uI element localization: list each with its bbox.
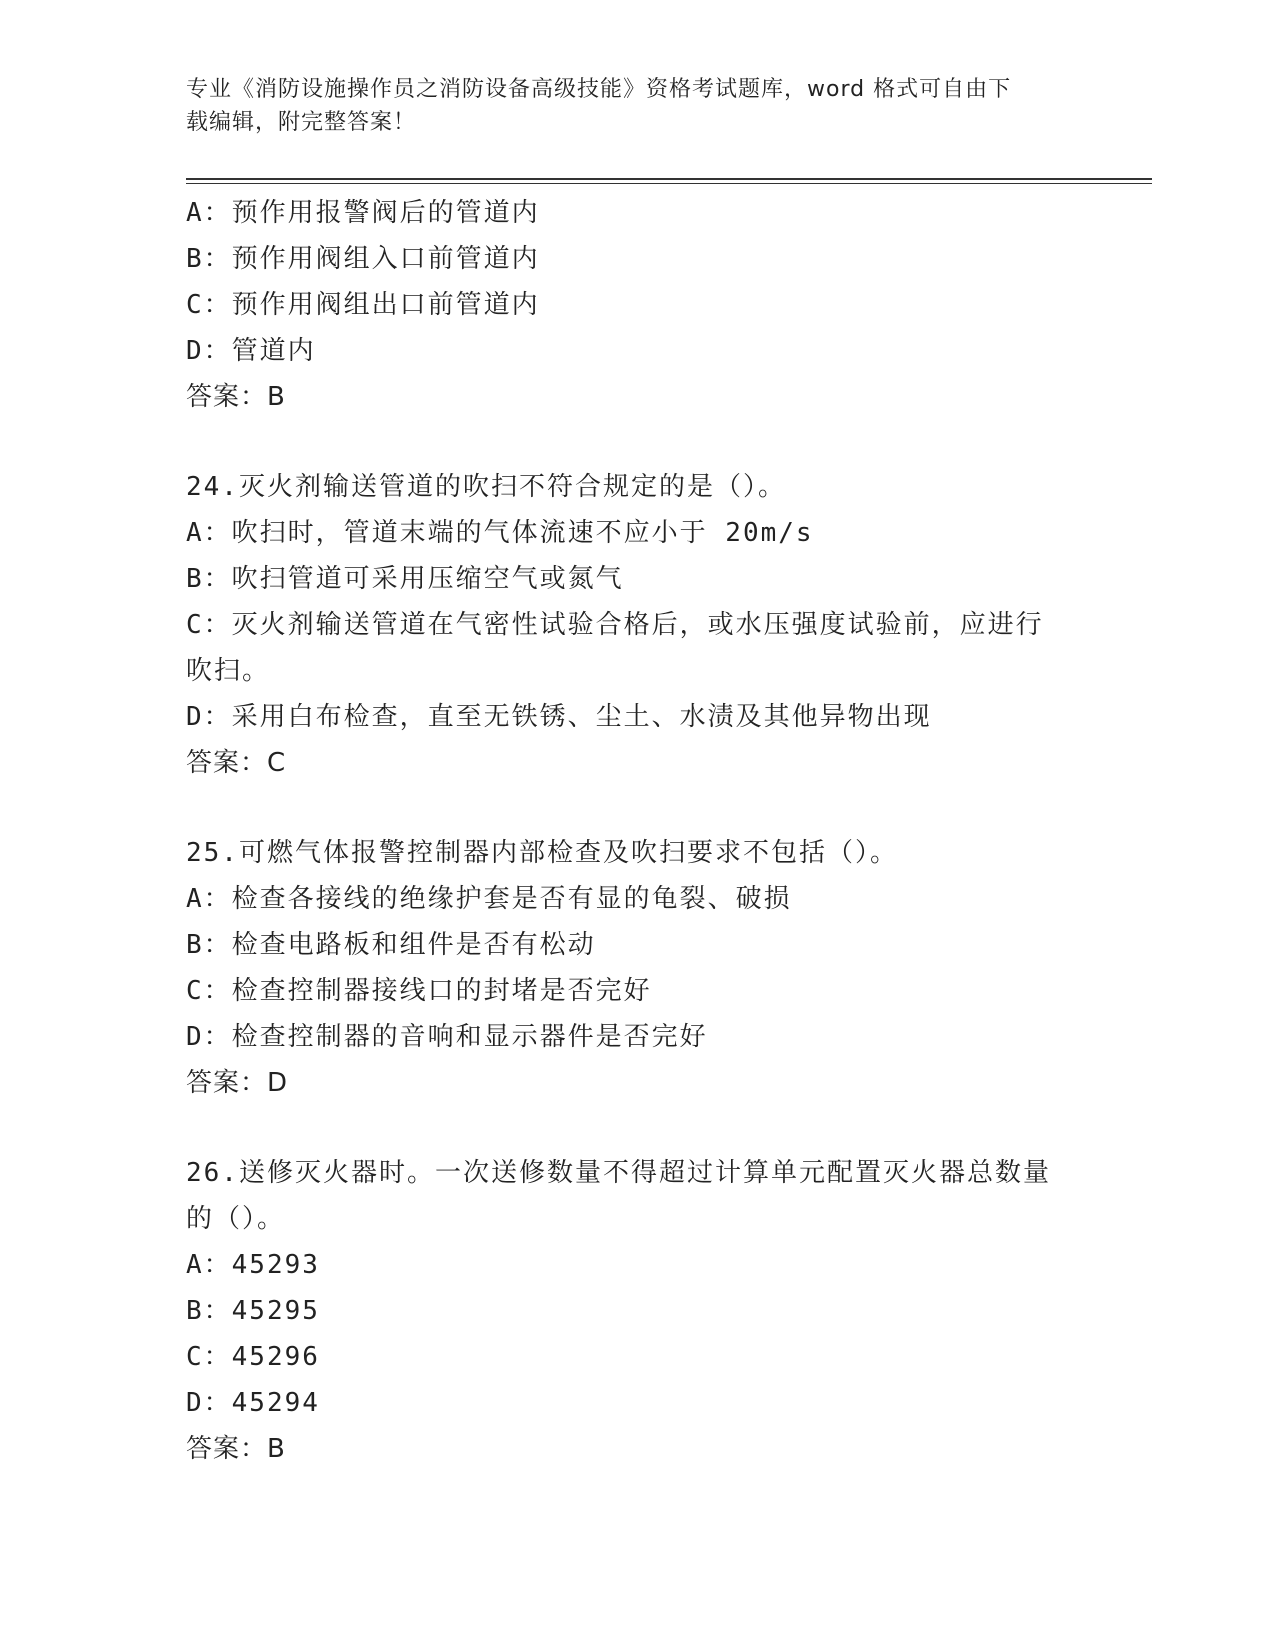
answer: 答案：D — [186, 1068, 289, 1098]
option-a: A：吹扫时，管道末端的气体流速不应小于 20m/s — [186, 518, 814, 548]
header-line-2: 载编辑，附完整答案！ — [186, 110, 417, 135]
option-b: B：检查电路板和组件是否有松动 — [186, 930, 596, 960]
answer: 答案：B — [186, 1434, 286, 1464]
header-line-1: 专业《消防设施操作员之消防设备高级技能》资格考试题库，word 格式可自由下 — [186, 77, 1012, 102]
question-text-continued: 的（）。 — [186, 1204, 286, 1234]
option-c: C：灭火剂输送管道在气密性试验合格后，或水压强度试验前，应进行 — [186, 610, 1044, 640]
option-b: B：吹扫管道可采用压缩空气或氮气 — [186, 564, 624, 594]
option-a: A：45293 — [186, 1250, 320, 1280]
option-c-continued: 吹扫。 — [186, 656, 271, 686]
answer: 答案：C — [186, 748, 287, 778]
question-text: 24.灭火剂输送管道的吹扫不符合规定的是（）。 — [186, 472, 786, 502]
question-23 — [186, 190, 1086, 420]
document-header — [186, 73, 1086, 139]
option-a: A：检查各接线的绝缘护套是否有显的龟裂、破损 — [186, 884, 792, 914]
option-c: C：45296 — [186, 1342, 320, 1372]
question-25 — [186, 830, 1086, 1106]
option-b: B：预作用阀组入口前管道内 — [186, 244, 540, 274]
option-b: B：45295 — [186, 1296, 320, 1326]
option-d: D：检查控制器的音响和显示器件是否完好 — [186, 1022, 708, 1052]
answer: 答案：B — [186, 382, 286, 412]
option-c: C：预作用阀组出口前管道内 — [186, 290, 540, 320]
header-divider-thin — [186, 183, 1152, 184]
question-26 — [186, 1150, 1086, 1472]
option-c: C：检查控制器接线口的封堵是否完好 — [186, 976, 652, 1006]
question-24 — [186, 464, 1086, 786]
option-a: A：预作用报警阀后的管道内 — [186, 198, 540, 228]
option-d: D：45294 — [186, 1388, 320, 1418]
question-list — [186, 190, 1086, 1472]
question-text: 26.送修灭火器时。一次送修数量不得超过计算单元配置灭火器总数量 — [186, 1158, 1051, 1188]
question-text: 25.可燃气体报警控制器内部检查及吹扫要求不包括（）。 — [186, 838, 898, 868]
option-d: D：采用白布检查，直至无铁锈、尘土、水渍及其他异物出现 — [186, 702, 932, 732]
header-divider-thick — [186, 178, 1152, 180]
option-d: D：管道内 — [186, 336, 316, 366]
